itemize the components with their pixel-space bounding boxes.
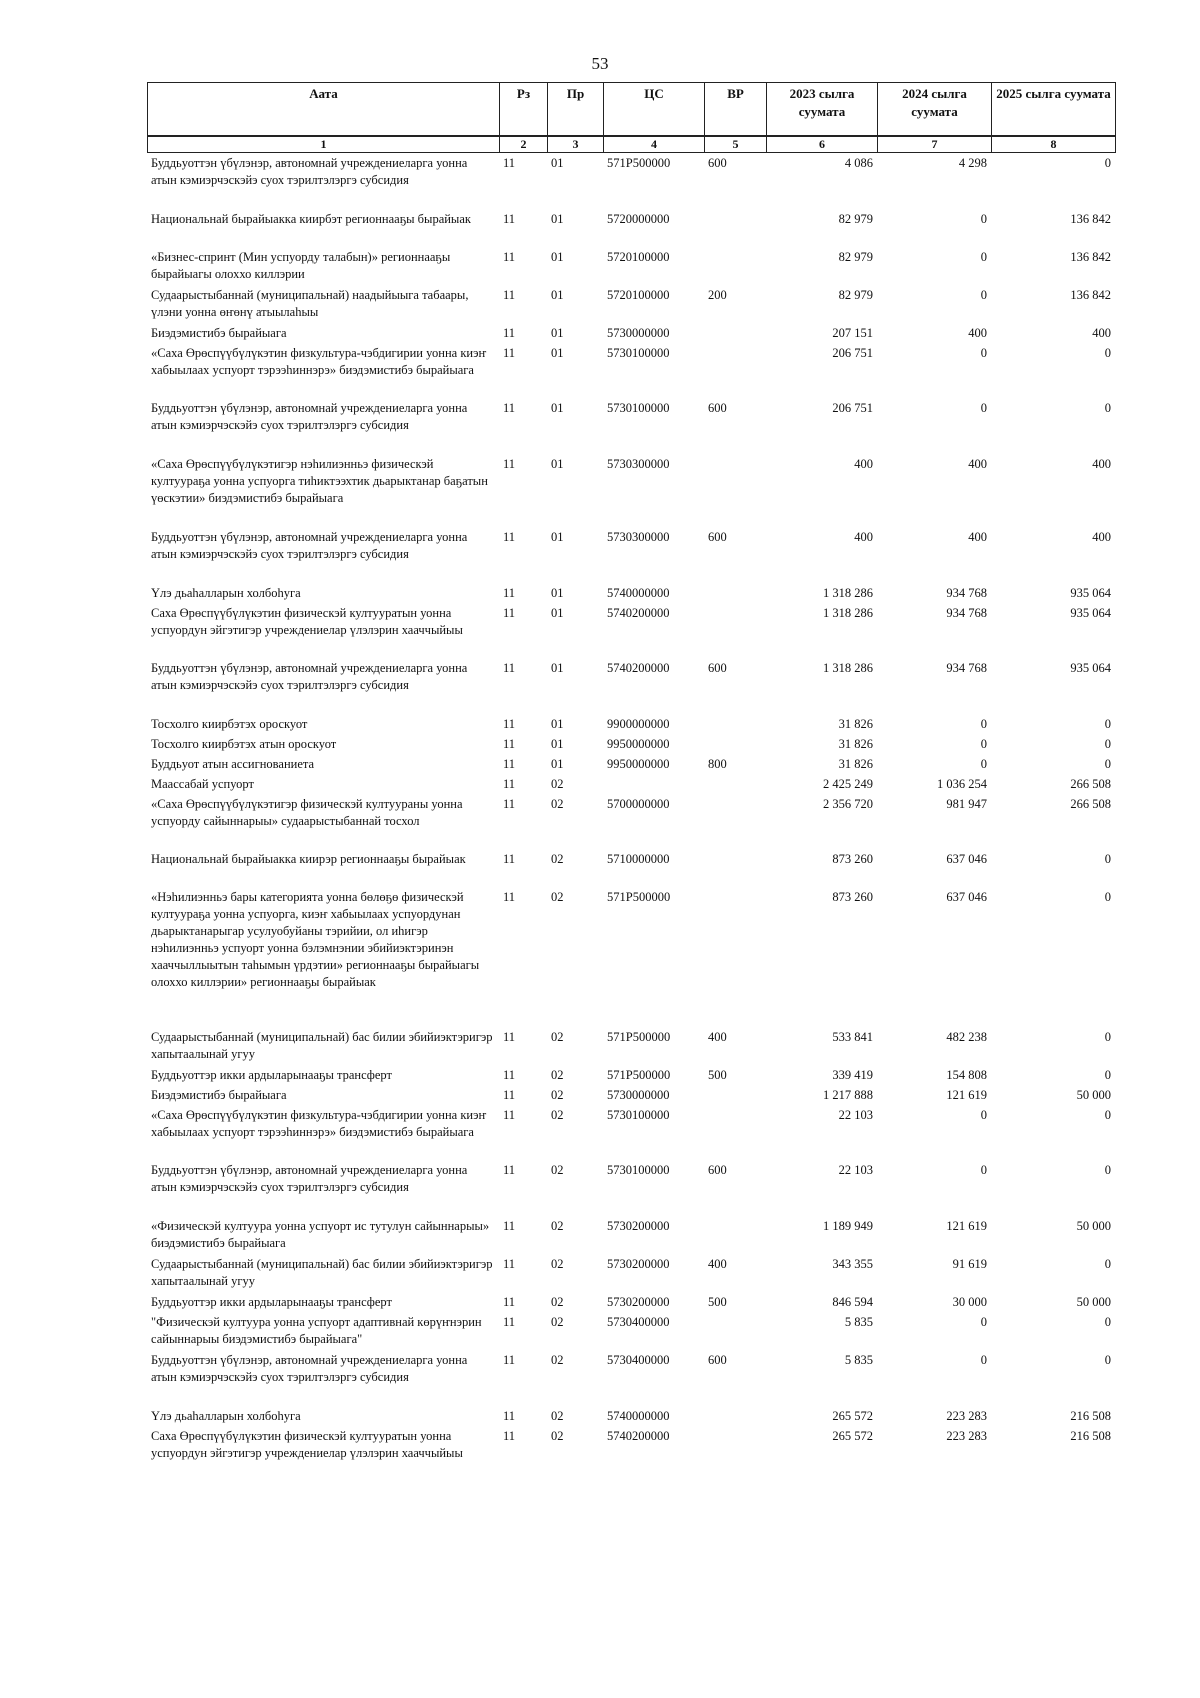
cell-y2023: 533 841 [832,1030,873,1044]
cell-y2025: 935 064 [1070,606,1111,620]
cell-rz: 11 [503,1315,516,1329]
cell-rz: 11 [503,1068,516,1082]
column-header-rz: Рз [500,83,548,137]
cell-vr [704,796,766,851]
column-number: 6 [767,136,878,153]
cell-vr: 800 [708,757,727,771]
cell-rz: 11 [503,737,516,751]
table-row [147,1294,1115,1314]
cell-y2025: 50 000 [1076,1295,1111,1309]
cell-vr [704,605,766,660]
cell-cs: 571P500000 [607,1068,671,1082]
cell-cs: 5710000000 [607,852,670,866]
cell-pr: 02 [551,777,564,791]
column-header-cs: ЦС [604,83,705,137]
table-row [147,889,1115,1029]
cell-vr [704,1218,766,1256]
cell-rz: 11 [503,1295,516,1309]
cell-pr: 02 [551,1257,564,1271]
cell-name: Буддьуоттэр икки ардыларынааҕы трансферт [151,1295,392,1309]
cell-y2024: 30 000 [952,1295,987,1309]
page-number: 53 [591,54,609,73]
cell-name: Тосхолго киирбэтэх атын ороскуот [151,737,337,751]
cell-y2025: 0 [1104,1163,1111,1177]
table-row [147,1107,1115,1162]
column-header-2023: 2023 сылга суумата [767,83,878,137]
cell-y2025: 0 [1104,1068,1111,1082]
budget-table-body [147,155,1115,1483]
cell-y2025: 136 842 [1070,288,1111,302]
cell-y2024: 223 283 [946,1429,987,1443]
cell-pr: 01 [551,530,564,544]
table-row [147,1428,1115,1483]
table-header [147,82,1116,153]
cell-name: Буддьуоттэн үбүлэнэр, автономнай учреждениеларга уонна атын кэмиэрчэскэйэ суох тэрилтэлэргэ субсидия [151,401,468,432]
column-number: 3 [548,136,604,153]
table-row [147,1067,1115,1087]
cell-y2023: 5 835 [844,1315,873,1329]
cell-pr: 02 [551,1409,564,1423]
cell-pr: 02 [551,1088,564,1102]
table-row [147,1352,1115,1408]
cell-vr [704,736,766,756]
cell-y2024: 400 [968,326,987,340]
cell-rz: 11 [503,346,516,360]
cell-y2023: 82 979 [838,212,873,226]
cell-y2024: 0 [980,401,987,415]
cell-vr [704,1314,766,1352]
table-row [147,605,1115,660]
cell-cs: 5740200000 [607,1429,670,1443]
cell-cs: 5730100000 [607,1108,670,1122]
cell-pr: 02 [551,1030,564,1044]
cell-y2024: 121 619 [946,1219,987,1233]
table-row [147,660,1115,716]
table-row [147,716,1115,736]
cell-y2024: 0 [980,757,987,771]
cell-vr: 200 [708,288,727,302]
cell-y2024: 0 [980,212,987,226]
cell-y2024: 0 [980,250,987,264]
cell-pr: 01 [551,457,564,471]
cell-y2024: 934 768 [946,606,987,620]
cell-vr [704,585,766,605]
cell-pr: 02 [551,1429,564,1443]
column-number: 1 [148,136,500,153]
table-row [147,736,1115,756]
cell-rz: 11 [503,1409,516,1423]
cell-y2023: 846 594 [832,1295,873,1309]
cell-cs: 5740200000 [607,661,670,675]
cell-y2024: 981 947 [946,797,987,811]
table-row [147,529,1115,585]
cell-y2024: 154 808 [946,1068,987,1082]
cell-name: Саха Өрөспүүбүлүкэтин физическэй култууратын уонна успуордун эйгэтигэр учреждениелар үлэлэрин хааччыйыы [151,1429,463,1460]
cell-y2024: 0 [980,717,987,731]
cell-y2024: 637 046 [946,890,987,904]
cell-pr: 02 [551,852,564,866]
cell-name: «Саха Өрөспүүбүлүкэтигэр физическэй култуураны уонна успуорду сайыннарыы» судаарыстыбаннай тосхол [151,797,463,828]
cell-rz: 11 [503,1163,516,1177]
cell-pr: 02 [551,797,564,811]
cell-y2023: 31 826 [838,737,873,751]
cell-name: «Физическэй култуура уонна успуорт ис тутулун сайыннарыы» биэдэмистибэ бырайыага [151,1219,490,1250]
column-number: 8 [992,136,1116,153]
table-row [147,1162,1115,1218]
cell-rz: 11 [503,326,516,340]
table-row [147,585,1115,605]
cell-y2024: 934 768 [946,586,987,600]
cell-y2024: 91 619 [952,1257,987,1271]
cell-rz: 11 [503,288,516,302]
cell-cs: 9950000000 [607,757,670,771]
cell-vr [704,249,766,287]
cell-vr [704,716,766,736]
cell-vr: 400 [708,1257,727,1271]
cell-pr: 02 [551,1353,564,1367]
cell-vr [704,345,766,400]
cell-y2025: 400 [1092,457,1111,471]
cell-vr [704,1087,766,1107]
cell-name: Судаарыстыбаннай (муниципальнай) бас билии эбийиэктэригэр хапытаалынай угуу [151,1257,493,1288]
cell-y2024: 0 [980,1353,987,1367]
cell-vr [704,889,766,1029]
cell-y2025: 0 [1104,346,1111,360]
cell-y2023: 2 356 720 [823,797,873,811]
cell-pr: 01 [551,586,564,600]
column-header-vr: ВР [705,83,767,137]
cell-y2023: 31 826 [838,757,873,771]
cell-y2025: 0 [1104,1030,1111,1044]
cell-pr: 02 [551,890,564,904]
cell-vr: 500 [708,1068,727,1082]
cell-pr: 01 [551,661,564,675]
cell-y2023: 873 260 [832,852,873,866]
cell-y2025: 400 [1092,326,1111,340]
cell-pr: 01 [551,288,564,302]
cell-vr: 600 [708,1163,727,1177]
cell-cs: 5730000000 [607,1088,670,1102]
cell-name: «Нэһилиэнньэ бары категорията уонна бөлөҕө физическэй култуураҕа уонна успуорга, киэҥ хабыылаах успуордунан дьарыктанарыгар усулуобуйаны тэрийии, ол иһигэр нэһилиэнньэ успуорт уонна бэлэмнэнии эбийиэктэринэн хааччыллыытын таһымын үрдэтии» регионнааҕы бырайыагы олоххо киллэрии» регионнааҕы бырайыак [151,890,480,989]
cell-y2025: 0 [1104,156,1111,170]
cell-y2025: 266 508 [1070,777,1111,791]
cell-cs: 5730000000 [607,326,670,340]
cell-cs [603,776,704,796]
table-row [147,1408,1115,1428]
column-header-2025: 2025 сылга суумата [992,83,1116,137]
cell-name: "Физическэй култуура уонна успуорт адаптивнай көрүҥнэрин сайыннарыы биэдэмистибэ бырайыага" [151,1315,482,1346]
cell-cs: 5720100000 [607,250,670,264]
cell-y2023: 873 260 [832,890,873,904]
cell-rz: 11 [503,457,516,471]
cell-name: «Саха Өрөспүүбүлүкэтигэр нэһилиэнньэ физическэй култуураҕа уонна успуорга тиһиктээхтик дьарыктанар баҕатын үөскэтии» биэдэмистибэ бырайыага [151,457,488,505]
cell-y2024: 0 [980,1315,987,1329]
table-row [147,851,1115,889]
cell-name: Судаарыстыбаннай (муниципальнай) наадыйыыга табаары, үлэни уонна өҥөнү атыылаһыы [151,288,469,319]
cell-y2024: 0 [980,1163,987,1177]
table-row [147,1087,1115,1107]
cell-y2025: 400 [1092,530,1111,544]
cell-rz: 11 [503,777,516,791]
cell-y2024: 0 [980,737,987,751]
cell-y2024: 400 [968,457,987,471]
cell-name: Биэдэмистибэ бырайыага [151,1088,287,1102]
cell-pr: 02 [551,1163,564,1177]
cell-vr [704,851,766,889]
column-header-name: Аата [148,83,500,137]
cell-y2023: 1 318 286 [823,606,873,620]
cell-y2024: 0 [980,288,987,302]
cell-rz: 11 [503,606,516,620]
cell-y2025: 0 [1104,1353,1111,1367]
cell-y2025: 935 064 [1070,586,1111,600]
cell-pr: 01 [551,212,564,226]
cell-pr: 01 [551,156,564,170]
cell-y2025: 0 [1104,1257,1111,1271]
table-row [147,325,1115,345]
column-number: 2 [500,136,548,153]
cell-name: Национальнай бырайыакка киирбэт регионнааҕы бырайыак [151,212,471,226]
table-row [147,287,1115,325]
cell-rz: 11 [503,717,516,731]
cell-vr: 600 [708,530,727,544]
cell-y2024: 4 298 [958,156,987,170]
table-row [147,1314,1115,1352]
cell-pr: 02 [551,1068,564,1082]
cell-y2023: 4 086 [844,156,873,170]
cell-y2023: 22 103 [838,1108,873,1122]
cell-name: «Бизнес-спринт (Мин успуорду талабын)» регионнааҕы бырайыагы олоххо киллэрии [151,250,451,281]
table-row [147,1029,1115,1067]
table-row [147,249,1115,287]
cell-rz: 11 [503,530,516,544]
cell-y2023: 206 751 [832,346,873,360]
cell-y2025: 0 [1104,1108,1111,1122]
cell-pr: 02 [551,1315,564,1329]
cell-name: Саха Өрөспүүбүлүкэтин физическэй култууратын уонна успуордун эйгэтигэр учреждениелар үлэлэрин хааччыйыы [151,606,463,637]
cell-vr [704,776,766,796]
cell-y2024: 0 [980,1108,987,1122]
cell-y2024: 934 768 [946,661,987,675]
cell-cs: 5730100000 [607,346,670,360]
cell-vr: 500 [708,1295,727,1309]
cell-y2023: 5 835 [844,1353,873,1367]
cell-cs: 5730400000 [607,1315,670,1329]
cell-name: Буддьуот атын ассигнованиета [151,757,315,771]
cell-vr [704,1107,766,1162]
cell-name: Үлэ дьаһалларын холбоһуга [151,586,301,600]
cell-y2025: 266 508 [1070,797,1111,811]
cell-rz: 11 [503,661,516,675]
table-row [147,456,1115,529]
table-row [147,776,1115,796]
cell-pr: 02 [551,1219,564,1233]
table-row [147,345,1115,400]
cell-y2025: 0 [1104,757,1111,771]
cell-cs: 5730200000 [607,1257,670,1271]
cell-y2023: 22 103 [838,1163,873,1177]
cell-vr: 600 [708,661,727,675]
cell-cs: 5720000000 [607,212,670,226]
cell-rz: 11 [503,586,516,600]
cell-vr: 400 [708,1030,727,1044]
cell-y2025: 136 842 [1070,212,1111,226]
cell-rz: 11 [503,212,516,226]
cell-name: Буддьуоттэн үбүлэнэр, автономнай учреждениеларга уонна атын кэмиэрчэскэйэ суох тэрилтэлэргэ субсидия [151,1163,468,1194]
cell-pr: 01 [551,250,564,264]
cell-y2023: 2 425 249 [823,777,873,791]
cell-rz: 11 [503,156,516,170]
cell-rz: 11 [503,1257,516,1271]
cell-name: Буддьуоттэр икки ардыларынааҕы трансферт [151,1068,392,1082]
cell-y2025: 50 000 [1076,1219,1111,1233]
cell-y2025: 0 [1104,401,1111,415]
cell-vr [704,211,766,249]
cell-y2025: 0 [1104,852,1111,866]
cell-cs: 5700000000 [607,797,670,811]
cell-cs: 9900000000 [607,717,670,731]
cell-pr: 01 [551,737,564,751]
cell-cs: 571P500000 [607,1030,671,1044]
cell-cs: 5730200000 [607,1219,670,1233]
cell-rz: 11 [503,757,516,771]
cell-name: Буддьуоттэн үбүлэнэр, автономнай учреждениеларга уонна атын кэмиэрчэскэйэ суох тэрилтэлэргэ субсидия [151,156,468,187]
cell-cs: 5730300000 [607,530,670,544]
cell-y2025: 136 842 [1070,250,1111,264]
table-row [147,796,1115,851]
cell-y2023: 265 572 [832,1429,873,1443]
cell-vr: 600 [708,156,727,170]
cell-y2024: 1 036 254 [937,777,987,791]
cell-vr [704,456,766,529]
cell-y2025: 0 [1104,1315,1111,1329]
cell-y2025: 0 [1104,890,1111,904]
cell-y2024: 223 283 [946,1409,987,1423]
cell-vr [704,1428,766,1483]
cell-rz: 11 [503,1088,516,1102]
cell-y2024: 0 [980,346,987,360]
cell-cs: 571P500000 [607,156,671,170]
cell-y2023: 1 189 949 [823,1219,873,1233]
cell-y2023: 82 979 [838,250,873,264]
table-row [147,400,1115,456]
cell-cs: 5720100000 [607,288,670,302]
cell-y2023: 1 318 286 [823,586,873,600]
cell-y2023: 207 151 [832,326,873,340]
cell-cs: 5730100000 [607,401,670,415]
cell-vr: 600 [708,1353,727,1367]
cell-name: «Саха Өрөспүүбүлүкэтин физкультура-чэбдигирии уонна киэҥ хабыылаах успуорт тэрээһиннэрэ» биэдэмистибэ бырайыага [151,1108,487,1139]
cell-pr: 02 [551,1108,564,1122]
budget-table [147,155,1115,1483]
cell-vr [704,325,766,345]
cell-y2023: 400 [854,457,873,471]
cell-y2023: 1 217 888 [823,1088,873,1102]
cell-pr: 01 [551,606,564,620]
cell-name: «Саха Өрөспүүбүлүкэтин физкультура-чэбдигирии уонна киэҥ хабыылаах успуорт тэрээһиннэрэ» биэдэмистибэ бырайыага [151,346,487,377]
table-row [147,1256,1115,1294]
cell-cs: 5740000000 [607,586,670,600]
table-row [147,756,1115,776]
column-header-pr: Пр [548,83,604,137]
table-row [147,1218,1115,1256]
cell-y2024: 637 046 [946,852,987,866]
cell-name: Национальнай бырайыакка киирэр регионнааҕы бырайыак [151,852,466,866]
cell-y2023: 265 572 [832,1409,873,1423]
cell-name: Буддьуоттэн үбүлэнэр, автономнай учреждениеларга уонна атын кэмиэрчэскэйэ суох тэрилтэлэргэ субсидия [151,530,468,561]
cell-cs: 5740200000 [607,606,670,620]
cell-y2024: 400 [968,530,987,544]
cell-y2025: 0 [1104,717,1111,731]
cell-vr: 600 [708,401,727,415]
cell-y2025: 0 [1104,737,1111,751]
column-header-2024: 2024 сылга суумата [878,83,992,137]
cell-cs: 5730300000 [607,457,670,471]
cell-y2024: 482 238 [946,1030,987,1044]
cell-name: Үлэ дьаһалларын холбоһуга [151,1409,301,1423]
cell-cs: 5730200000 [607,1295,670,1309]
cell-rz: 11 [503,890,516,904]
cell-y2025: 216 508 [1070,1409,1111,1423]
cell-y2024: 121 619 [946,1088,987,1102]
cell-rz: 11 [503,1108,516,1122]
cell-y2023: 400 [854,530,873,544]
cell-y2025: 216 508 [1070,1429,1111,1443]
cell-cs: 571P500000 [607,890,671,904]
cell-y2025: 50 000 [1076,1088,1111,1102]
table-row [147,155,1115,211]
cell-pr: 01 [551,757,564,771]
cell-y2023: 343 355 [832,1257,873,1271]
cell-y2023: 206 751 [832,401,873,415]
cell-name: Буддьуоттэн үбүлэнэр, автономнай учреждениеларга уонна атын кэмиэрчэскэйэ суох тэрилтэлэргэ субсидия [151,661,468,692]
cell-vr [704,1408,766,1428]
cell-y2023: 1 318 286 [823,661,873,675]
column-number: 7 [878,136,992,153]
cell-name: Судаарыстыбаннай (муниципальнай) бас билии эбийиэктэригэр хапытаалынай угуу [151,1030,493,1061]
cell-pr: 01 [551,346,564,360]
cell-rz: 11 [503,401,516,415]
cell-cs: 5730100000 [607,1163,670,1177]
cell-name: Тосхолго киирбэтэх ороскуот [151,717,308,731]
cell-cs: 9950000000 [607,737,670,751]
cell-name: Биэдэмистибэ бырайыага [151,326,287,340]
cell-cs: 5740000000 [607,1409,670,1423]
cell-name: Буддьуоттэн үбүлэнэр, автономнай учреждениеларга уонна атын кэмиэрчэскэйэ суох тэрилтэлэргэ субсидия [151,1353,468,1384]
cell-y2025: 935 064 [1070,661,1111,675]
cell-pr: 01 [551,717,564,731]
cell-pr: 02 [551,1295,564,1309]
cell-rz: 11 [503,1353,516,1367]
column-number: 4 [604,136,705,153]
cell-rz: 11 [503,250,516,264]
cell-rz: 11 [503,852,516,866]
cell-cs: 5730400000 [607,1353,670,1367]
cell-rz: 11 [503,1429,516,1443]
cell-name: Маассабай успуорт [151,777,254,791]
cell-y2023: 31 826 [838,717,873,731]
cell-rz: 11 [503,797,516,811]
cell-y2023: 82 979 [838,288,873,302]
cell-rz: 11 [503,1030,516,1044]
cell-rz: 11 [503,1219,516,1233]
table-row [147,211,1115,249]
cell-pr: 01 [551,401,564,415]
cell-y2023: 339 419 [832,1068,873,1082]
cell-pr: 01 [551,326,564,340]
column-number: 5 [705,136,767,153]
